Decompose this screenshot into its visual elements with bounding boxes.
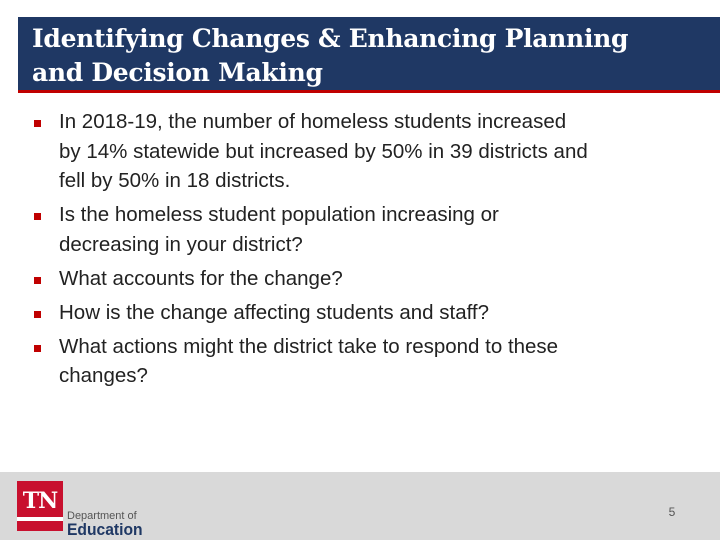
square-bullet-icon [34,277,41,284]
bullet-item [32,332,692,391]
slide-title [32,22,720,90]
square-bullet-icon [34,120,41,127]
square-bullet-icon [34,213,41,220]
logo-stripe [17,517,63,521]
bullet-item [32,200,692,259]
bullet-item [32,264,692,294]
logo-education-text: Education [67,520,143,539]
slide-title-line-1: Identifying Changes & Enhancing Planning [32,24,629,53]
bullet-item [32,298,692,328]
square-bullet-icon [34,311,41,318]
bullet-line: by 14% statewide but increased by 50% in 39 districts and [59,139,588,163]
bullet-item [32,107,692,196]
bullet-line: What accounts for the change? [59,266,343,290]
bullet-line: What actions might the district take to respond to these [59,334,559,358]
bullet-line: decreasing in your district? [59,232,303,256]
tn-logo-mark-icon [17,481,63,531]
bullet-line: Is the homeless student population increasing or [59,203,499,226]
footer-bar [0,472,720,540]
logo-mark-text: TN [22,488,58,514]
bullet-line: fell by 50% in 18 districts. [59,169,291,192]
logo-department-text: Department of [67,510,137,522]
square-bullet-icon [34,345,41,352]
bullet-list [32,107,692,395]
page-number: 5 [668,505,676,519]
title-accent-line [18,90,720,93]
tn-education-logo [17,481,157,539]
slide-title-line-2: and Decision Making [32,58,323,87]
bullet-line: How is the change affecting students and staff? [59,300,490,324]
title-bar [18,17,720,90]
bullet-line: changes? [59,364,148,387]
bullet-line: In 2018-19, the number of homeless students increased [59,110,567,133]
